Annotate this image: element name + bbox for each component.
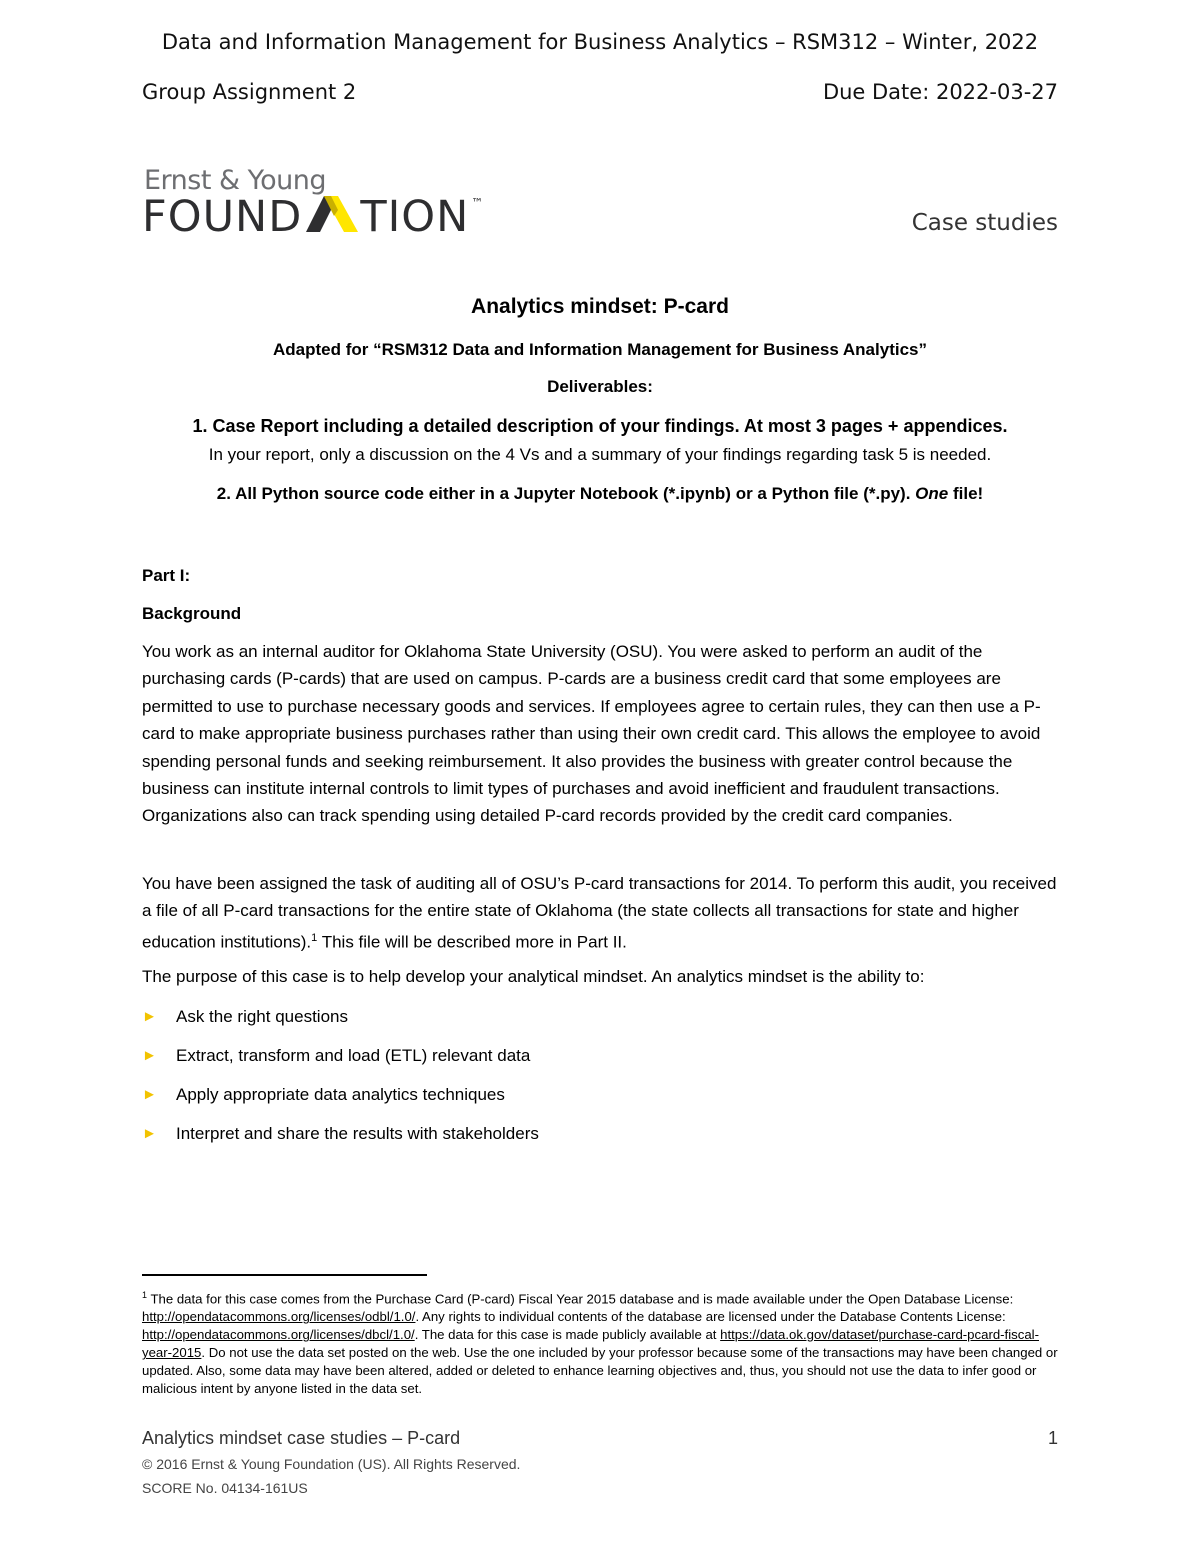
paragraph-2-text: You have been assigned the task of auditing all of OSU’s P-card transactions for 2014. To perform this audit, you received a file of all P-card transactions for the entire state of Oklahoma (the state collects all transactions for state and higher education institutions). xyxy=(142,874,1057,952)
footnote-number: 1 xyxy=(142,1290,148,1300)
odbl-license-link[interactable]: http://opendatacommons.org/licenses/odbl/1.0/ xyxy=(142,1309,416,1325)
document-title: Analytics mindset: P-card xyxy=(471,295,729,318)
footnote-text-4: . Do not use the data set posted on the web. Use the one included by your professor because some of the transactions may have been changed or updated. Also, some data may have been altered, added or deleted to enhance learning objectives and, thus, you should not use the data to infer good or malicious intent by anyone listed in the data set. xyxy=(142,1345,1058,1397)
part-heading: Part I: xyxy=(142,566,191,585)
arrow-bullet-icon: ► xyxy=(142,1125,157,1142)
due-date: Due Date: 2022-03-27 xyxy=(822,80,1058,104)
list-item-text: Apply appropriate data analytics techniques xyxy=(176,1085,505,1104)
footer-title: Analytics mindset case studies – P-card xyxy=(142,1428,461,1448)
deliverable-1: 1. Case Report including a detailed description of your findings. At most 3 pages + appendices. xyxy=(192,416,1008,436)
footnote-text-2: . Any rights to individual contents of the database are licensed under the Database Contents License: xyxy=(415,1309,1006,1325)
arrow-bullet-icon: ► xyxy=(142,1008,157,1025)
footnote-text-1: The data for this case comes from the Purchase Card (P-card) Fiscal Year 2015 database and is made available under the Open Database License: xyxy=(147,1291,1014,1307)
background-heading: Background xyxy=(142,604,242,623)
list-item xyxy=(142,1120,1042,1159)
list-item-text: Interpret and share the results with stakeholders xyxy=(176,1124,539,1143)
deliverable-2 xyxy=(142,484,1058,504)
deliverable-2-suffix: file! xyxy=(948,484,984,503)
list-item xyxy=(142,1003,1042,1042)
logo-a-icon xyxy=(302,196,360,232)
list-item-text: Ask the right questions xyxy=(176,1007,348,1026)
score-number: SCORE No. 04134-161US xyxy=(142,1480,308,1496)
assignment-name: Group Assignment 2 xyxy=(142,80,357,104)
page-number: 1 xyxy=(1047,1428,1058,1448)
logo-ernst-young: Ernst & Young xyxy=(144,165,326,196)
deliverable-1-note: In your report, only a discussion on the 4 Vs and a summary of your findings regarding task 5 is needed. xyxy=(208,445,992,464)
adapted-for-line: Adapted for “RSM312 Data and Information Management for Business Analytics” xyxy=(273,340,927,359)
copyright-notice: © 2016 Ernst & Young Foundation (US). All Rights Reserved. xyxy=(142,1456,521,1472)
deliverable-2-emphasis: One xyxy=(915,484,949,503)
list-item xyxy=(142,1042,1042,1081)
paragraph-2-tail: This file will be described more in Part II. xyxy=(317,932,627,952)
background-paragraph-3: The purpose of this case is to help develop your analytical mindset. An analytics mindset is the ability to: xyxy=(142,967,925,986)
background-paragraph-2 xyxy=(142,870,1062,956)
logo-trademark: ™ xyxy=(471,196,485,210)
footnote-reference[interactable]: 1 xyxy=(311,931,318,944)
footnote-divider xyxy=(142,1274,427,1276)
assignment-header-row xyxy=(142,80,1058,104)
dataset-link[interactable]: https://data.ok.gov/dataset/purchase-card-pcard-fiscal-year-2015 xyxy=(142,1327,1039,1361)
list-item-text: Extract, transform and load (ETL) relevant data xyxy=(176,1046,531,1065)
list-item xyxy=(142,1081,1042,1120)
course-header: Data and Information Management for Business Analytics – RSM312 – Winter, 2022 xyxy=(161,30,1039,54)
deliverable-2-text: 2. All Python source code either in a Jupyter Notebook (*.ipynb) or a Python file (*.py). xyxy=(216,484,916,503)
footnote xyxy=(142,1286,1058,1398)
logo-foundation-wordmark xyxy=(142,192,484,242)
arrow-bullet-icon: ► xyxy=(142,1086,157,1103)
ey-foundation-logo xyxy=(142,165,502,240)
analytics-mindset-list xyxy=(142,1003,1042,1159)
dbcl-license-link[interactable]: http://opendatacommons.org/licenses/dbcl/1.0/ xyxy=(142,1327,415,1343)
deliverables-heading: Deliverables: xyxy=(547,377,653,396)
background-paragraph-1: You work as an internal auditor for Oklahoma State University (OSU). You were asked to perform an audit of the purchasing cards (P-cards) that are used on campus. P-cards are a business credit card that some employees are permitted to use to purchase necessary goods and services. If employees agree to certain rules, they can then use a P-card to make appropriate business purchases rather than using their own credit card. This allows the employee to avoid spending personal funds and seeking reimbursement. It also provides the business with greater control because the business can institute internal controls to limit types of purchases and avoid inefficient and fraudulent transactions. Organizations also can track spending using detailed P-card records provided by the credit card companies. xyxy=(142,642,1041,826)
logo-found-left: FOUND xyxy=(142,192,303,242)
arrow-bullet-icon: ► xyxy=(142,1047,157,1064)
logo-found-right: TION xyxy=(360,192,470,242)
case-studies-label: Case studies xyxy=(911,210,1058,236)
footnote-text-3: . The data for this case is made publicly available at xyxy=(414,1327,721,1343)
